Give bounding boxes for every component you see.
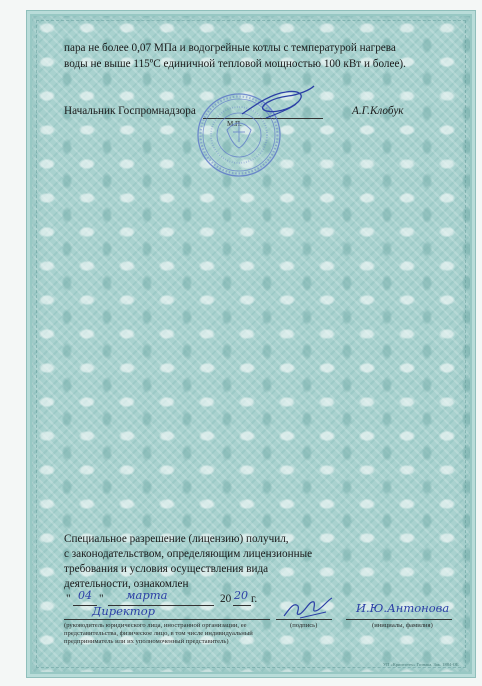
text-line-top-1: пара не более 0,07 МПа и водогрейные котлы с температурой нагрева bbox=[64, 42, 396, 54]
applicant-signature-scribble bbox=[280, 596, 336, 622]
caption-position-2: представительства, физическое лицо, в том числе индивидуальный bbox=[64, 630, 253, 637]
date-month: марта bbox=[126, 588, 168, 602]
caption-position-3: предприниматель или их уполномоченный представитель) bbox=[64, 638, 229, 645]
stamp-place-label: М.П. bbox=[227, 120, 242, 128]
position-line bbox=[64, 619, 270, 620]
head-name: А.Г.Клобук bbox=[352, 105, 404, 117]
date-open-quote: " bbox=[66, 593, 71, 605]
printer-mark: УП «Криптотех» Гознака. Зак. 1884-ОБ bbox=[383, 662, 459, 667]
date-day: 04 bbox=[78, 589, 92, 602]
date-year-line bbox=[233, 605, 251, 606]
ack-line-4: деятельности, ознакомлен bbox=[64, 578, 189, 590]
caption-initials: (инициалы, фамилия) bbox=[372, 622, 433, 629]
initials-line bbox=[346, 619, 452, 620]
handwritten-initials: И.Ю.Антонова bbox=[356, 601, 450, 615]
ack-line-1: Специальное разрешение (лицензию) получил, bbox=[64, 533, 289, 545]
text-line-top-2: воды не выше 115ºС единичной тепловой мощностью 100 кВт и более). bbox=[64, 58, 406, 70]
date-year-suffix: 20 bbox=[234, 589, 248, 602]
ack-line-3: требования и условия осуществления вида bbox=[64, 563, 269, 575]
caption-position-1: (руководитель юридического лица, иностранной организации, ее bbox=[64, 622, 247, 629]
handwritten-position: Директор bbox=[92, 604, 155, 618]
date-close-quote: " bbox=[99, 593, 104, 605]
caption-signature: (подпись) bbox=[290, 622, 318, 629]
date-year-prefix: 20 bbox=[220, 593, 232, 605]
head-title: Начальник Госпромнадзора bbox=[64, 105, 196, 117]
date-year-unit: г. bbox=[251, 593, 258, 605]
head-signature-scribble bbox=[236, 84, 318, 124]
ack-line-2: с законодательством, определяющим лицензионные bbox=[64, 548, 313, 560]
